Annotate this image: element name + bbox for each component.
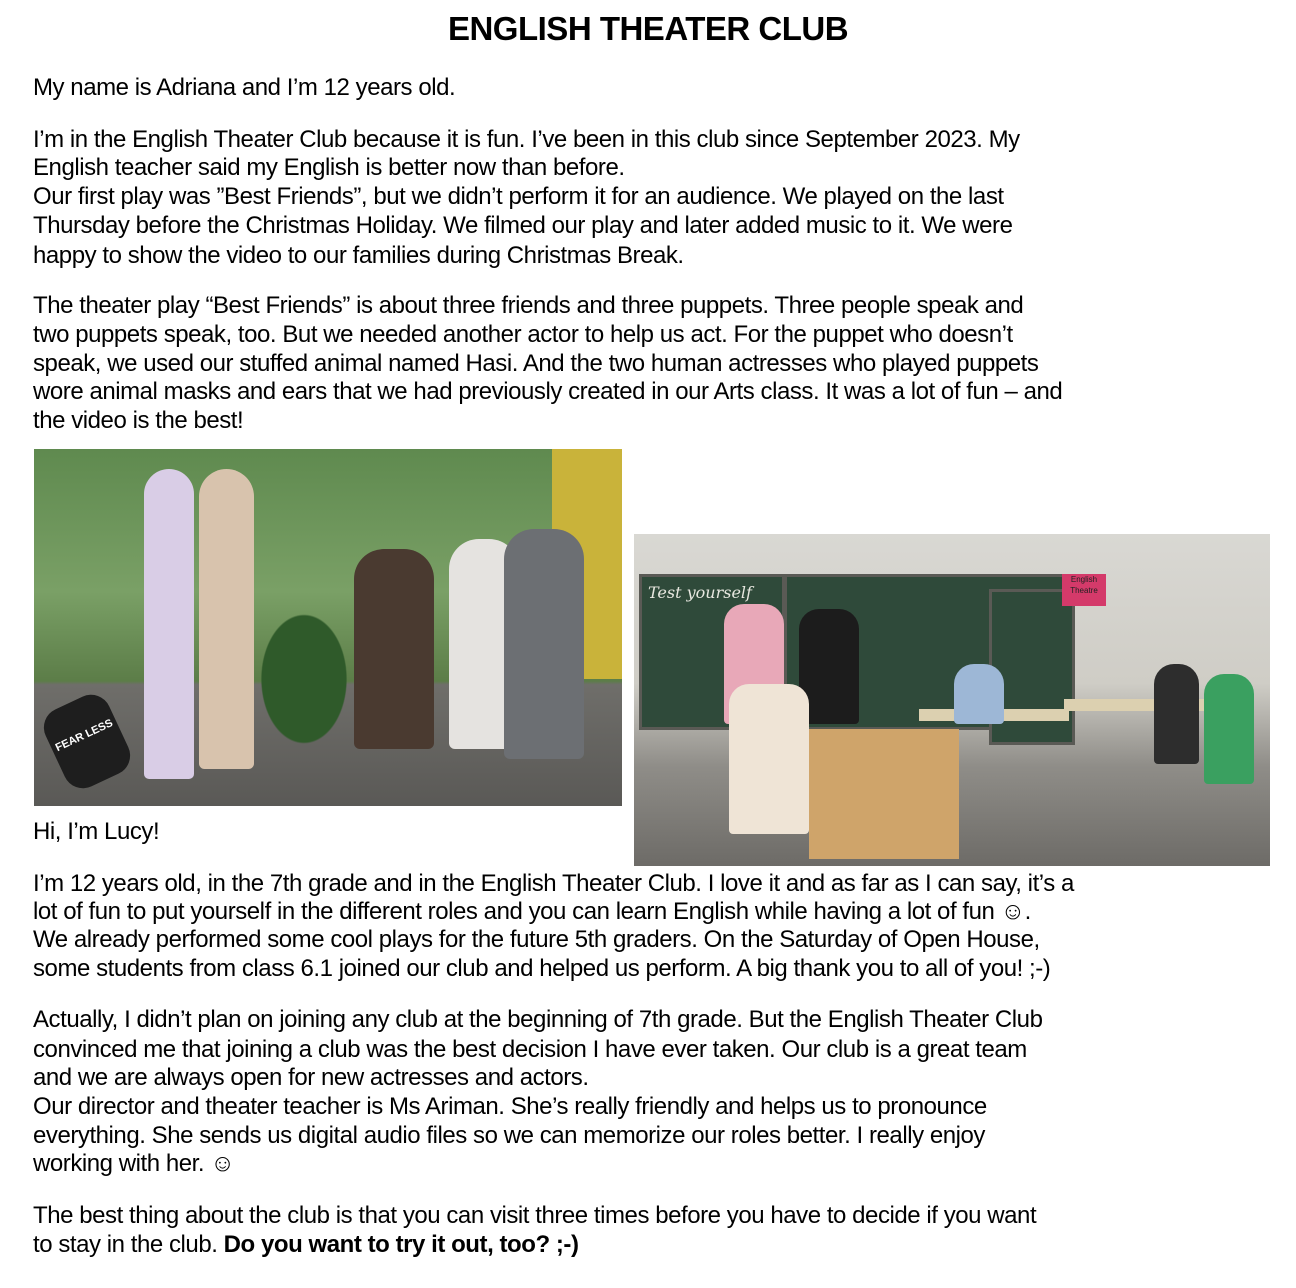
text-line: wore animal masks and ears that we had previously created in our Arts class. It was a lot of fun – and: [33, 378, 1063, 405]
text-line: lot of fun to put yourself in the different roles and you can learn English while having a lot of fun ☺.: [33, 898, 1031, 925]
student-figure: [1154, 664, 1199, 764]
classroom-rehearsal-photo: [634, 534, 1270, 866]
text-line: I’m in the English Theater Club because it is fun. I’ve been in this club since September 2023. My: [33, 126, 1020, 153]
student-figure: [1204, 674, 1254, 784]
desk: [809, 729, 959, 859]
text-line: We already performed some cool plays for the future 5th graders. On the Saturday of Open House,: [33, 926, 1040, 953]
stage-performance-photo: [34, 449, 622, 806]
text-line: convinced me that joining a club was the best decision I have ever taken. Our club is a great team: [33, 1036, 1027, 1063]
actress-figure: [504, 529, 584, 759]
chalkboard-text: Test yourself: [648, 583, 752, 602]
text-line: Actually, I didn’t plan on joining any club at the beginning of 7th grade. But the English Theater Club: [33, 1006, 1043, 1033]
page-title: ENGLISH THEATER CLUB: [447, 10, 849, 47]
actress-figure: [144, 469, 194, 779]
backpack: FEAR LESS: [37, 688, 136, 795]
text-line: The theater play “Best Friends” is about three friends and three puppets. Three people speak and: [33, 292, 1024, 319]
text-line: the video is the best!: [33, 407, 244, 434]
text-line: I’m 12 years old, in the 7th grade and in the English Theater Club. I love it and as far as I can say, it’s a: [33, 870, 1074, 897]
text-line: English teacher said my English is better now than before.: [33, 154, 625, 181]
club-sign: English Theatre: [1062, 574, 1106, 606]
text-line: two puppets speak, too. But we needed another actor to help us act. For the puppet who doesn’t: [33, 321, 1013, 348]
actress-figure: [199, 469, 254, 769]
text-line: everything. She sends us digital audio files so we can memorize our roles better. I really enjoy: [33, 1122, 985, 1149]
text-line: Our director and theater teacher is Ms Ariman. She’s really friendly and helps us to pronounce: [33, 1093, 987, 1120]
call-to-action: Do you want to try it out, too? ;-): [223, 1231, 579, 1258]
student-figure: [954, 664, 1004, 724]
text-line: The best thing about the club is that you can visit three times before you have to decide if you want: [33, 1202, 1037, 1229]
text-line: speak, we used our stuffed animal named Hasi. And the two human actresses who played puppets: [33, 350, 1039, 377]
actress-figure: [354, 549, 434, 749]
lucy-greeting: Hi, I’m Lucy!: [33, 818, 160, 845]
text-line: and we are always open for new actresses and actors.: [33, 1064, 589, 1091]
text-line: happy to show the video to our families during Christmas Break.: [33, 242, 684, 269]
text-line: [33, 1231, 579, 1259]
text-line: working with her. ☺: [33, 1150, 235, 1177]
text-line: some students from class 6.1 joined our club and helped us perform. A big thank you to all of you! ;-): [33, 955, 1051, 982]
text-line: Thursday before the Christmas Holiday. We filmed our play and later added music to it. We were: [33, 212, 1013, 239]
text-plain: to stay in the club.: [33, 1231, 224, 1258]
intro-text: My name is Adriana and I’m 12 years old.: [33, 74, 456, 101]
student-figure: [729, 684, 809, 834]
text-line: Our first play was ”Best Friends”, but we didn’t perform it for an audience. We played on the last: [33, 183, 1004, 210]
